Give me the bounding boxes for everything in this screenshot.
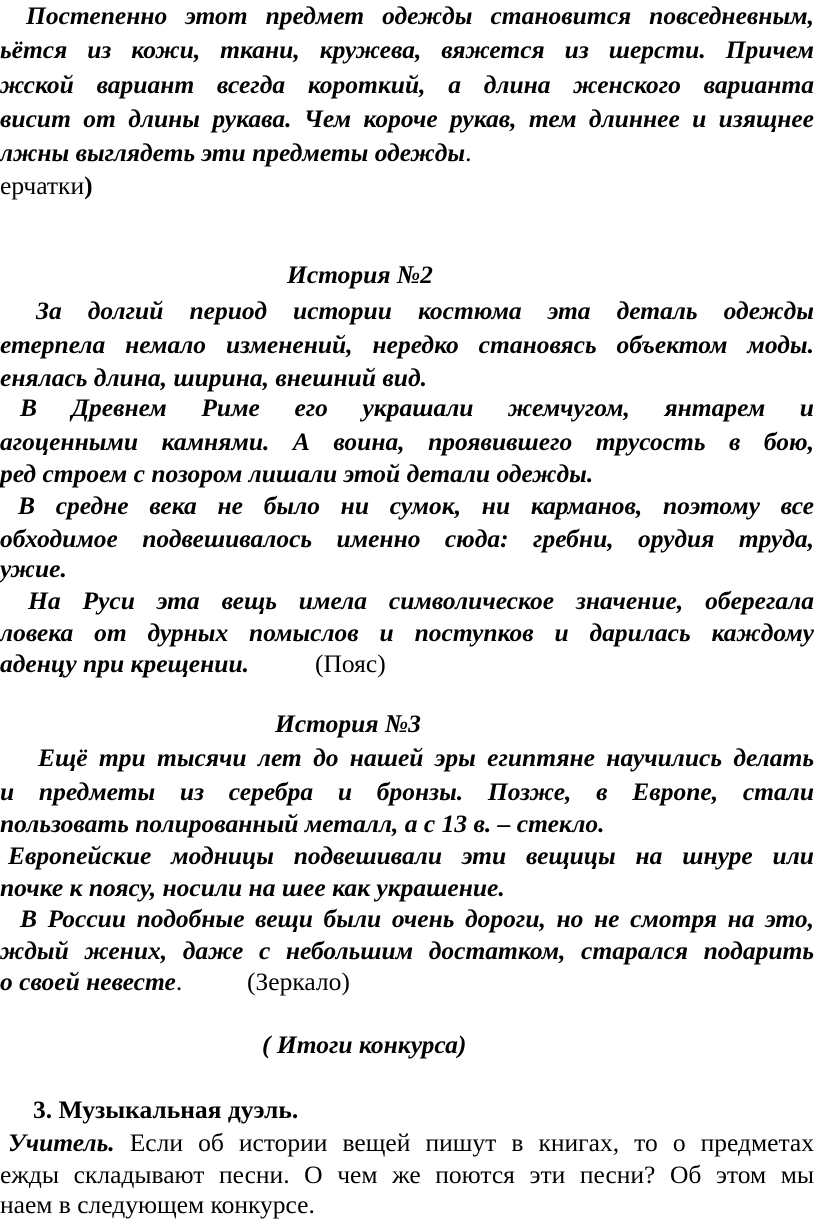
text-line: енялась длина, ширина, внешний вид. xyxy=(0,363,427,392)
text-line: ждый жених, даже с небольшим достатком, старался подарить xyxy=(0,936,814,965)
answer-gloves xyxy=(0,170,93,202)
text-line: Ещё три тысячи лет до нашей эры египтяне научились делать xyxy=(38,743,814,772)
text-line: Постепенно этот предмет одежды становится повседневным, xyxy=(26,1,814,30)
text-line: и предметы из серебра и бронзы. Позже, в Европе, стали xyxy=(0,777,814,806)
text-line-content: о своей невесте xyxy=(0,967,176,996)
text-line-content: лжны выглядеть эти предметы одежды xyxy=(0,138,466,167)
period: . xyxy=(465,138,472,167)
text-line: ужие. xyxy=(0,554,67,583)
text-line: За долгий период истории костюма эта деталь одежды xyxy=(36,296,814,325)
contest-summary: ( Итоги конкурса) xyxy=(262,1030,467,1059)
teacher-label: Учитель. xyxy=(8,1128,115,1157)
text-line xyxy=(8,1127,814,1159)
history-2-title: История №2 xyxy=(287,260,433,289)
text-line xyxy=(0,137,471,169)
text-line: обходимое подвешивалось именно сюда: гребни, орудия труда, xyxy=(0,524,814,553)
text-line-content: Если об истории вещей пишут в книгах, то о предметах xyxy=(129,1128,814,1157)
text-line: наем в следующем конкурсе. xyxy=(0,1190,315,1219)
section-3-heading: 3. Музыкальная дуэль. xyxy=(33,1095,299,1124)
text-line xyxy=(0,966,182,998)
answer-belt: (Пояс) xyxy=(315,649,386,678)
text-line: В России подобные вещи были очень дороги, но не смотря на это, xyxy=(20,904,814,933)
text-line: ловека от дурных помыслов и поступков и дарилась каждому xyxy=(0,618,814,647)
history-3-title: История №3 xyxy=(275,709,421,738)
text-line: почке к поясу, носили на шее как украшение. xyxy=(0,873,505,902)
text-line: аденцу при крещении. xyxy=(0,649,249,678)
answer-text: ерчатки xyxy=(0,171,85,200)
answer-paren: ) xyxy=(84,171,93,200)
text-line: ред строем с позором лишали этой детали одежды. xyxy=(0,459,594,488)
text-line: ежды складывают песни. О чем же поются эти песни? Об этом мы xyxy=(0,1160,814,1189)
text-line: висит от длины рукава. Чем короче рукав, тем длиннее и изящнее xyxy=(0,104,814,133)
text-line: ьётся из кожи, ткани, кружева, вяжется из шерсти. Причем xyxy=(0,35,814,64)
text-line: В средне века не было ни сумок, ни карманов, поэтому все xyxy=(18,491,814,520)
period: . xyxy=(175,967,183,996)
text-line: жской вариант всегда короткий, а длина женского варианта xyxy=(0,70,814,99)
text-line: Европейские модницы подвешивали эти вещицы на шнуре или xyxy=(8,841,814,870)
text-line: пользовать полированный металл, а с 13 в. – стекло. xyxy=(0,809,605,838)
text-line: етерпела немало изменений, нередко становясь объектом моды. xyxy=(0,330,814,359)
text-line: В Древнем Риме его украшали жемчугом, янтарем и xyxy=(20,393,814,422)
text-line: агоценными камнями. А воина, проявившего трусость в бою, xyxy=(0,427,814,456)
text-line: На Руси эта вещь имела символическое значение, оберегала xyxy=(28,586,814,615)
answer-mirror: (Зеркало) xyxy=(247,967,350,996)
